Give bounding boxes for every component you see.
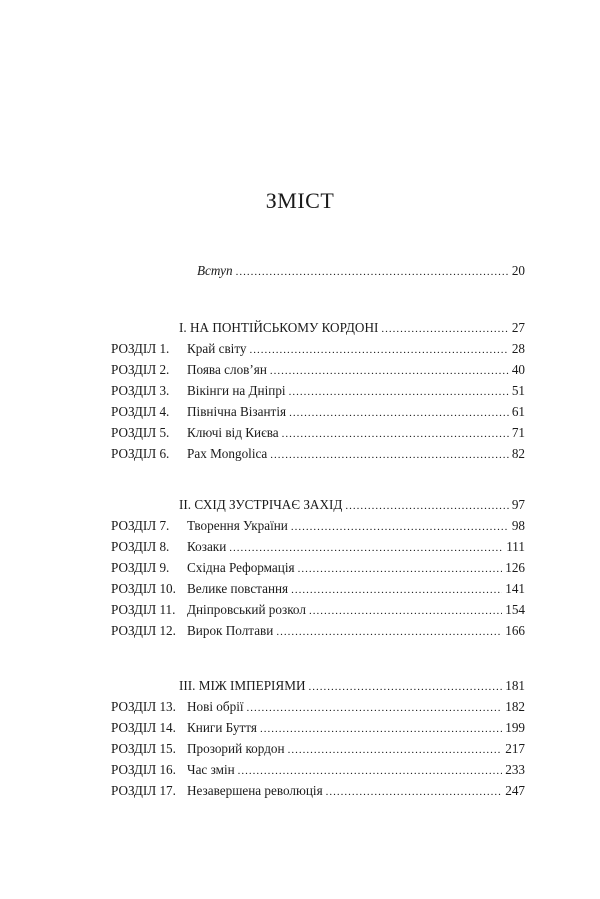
page-number: 247 (505, 783, 525, 798)
toc-chapter[interactable] (0, 579, 600, 599)
chapter-title: Вирок Полтави (187, 623, 274, 638)
chapter-label: РОЗДІЛ 9. (111, 560, 170, 575)
chapter-label: РОЗДІЛ 6. (111, 446, 170, 461)
chapter-title: Pax Mongolica (187, 446, 268, 461)
part-title: II. СХІД ЗУСТРІЧАЄ ЗАХІД (179, 497, 343, 512)
chapter-title: Прозорий кордон (187, 741, 285, 756)
dot-leader (345, 496, 508, 516)
chapter-title: Козаки (187, 539, 227, 554)
dot-leader (260, 719, 502, 739)
chapter-label: РОЗДІЛ 5. (111, 425, 170, 440)
page-number: 181 (505, 678, 525, 693)
page-number: 141 (505, 581, 525, 596)
dot-leader (236, 262, 509, 282)
chapter-label: РОЗДІЛ 11. (111, 602, 176, 617)
dot-leader (238, 761, 503, 781)
chapter-label: РОЗДІЛ 12. (111, 623, 176, 638)
chapter-label: РОЗДІЛ 17. (111, 783, 176, 798)
toc-chapter[interactable] (0, 339, 600, 359)
toc-chapter[interactable] (0, 381, 600, 401)
dot-leader (289, 382, 509, 402)
dot-leader (309, 601, 502, 621)
dot-leader (270, 361, 509, 381)
chapter-label: РОЗДІЛ 13. (111, 699, 176, 714)
page-number: 126 (505, 560, 525, 575)
toc-part[interactable] (0, 495, 600, 515)
chapter-label: РОЗДІЛ 3. (111, 383, 170, 398)
page-number: 217 (505, 741, 525, 756)
chapter-title: Край світу (187, 341, 247, 356)
chapter-title: Поява слов’ян (187, 362, 267, 377)
chapter-title: Незавершена революція (187, 783, 323, 798)
dot-leader (308, 677, 502, 697)
chapter-title: Північна Візантія (187, 404, 287, 419)
entry-title: Вступ (197, 263, 233, 278)
page-number: 182 (505, 699, 525, 714)
toc-part[interactable] (0, 676, 600, 696)
dot-leader (291, 517, 509, 537)
chapter-title: Творення України (187, 518, 288, 533)
toc-chapter[interactable] (0, 402, 600, 422)
page-title: ЗМІСТ (265, 188, 335, 213)
dot-leader (326, 782, 503, 802)
chapter-title: Ключі від Києва (187, 425, 279, 440)
page-number: 166 (505, 623, 525, 638)
toc-chapter[interactable] (0, 360, 600, 380)
page-number: 199 (505, 720, 525, 735)
page-number: 233 (505, 762, 525, 777)
dot-leader (250, 340, 509, 360)
part-title: III. МІЖ ІМПЕРІЯМИ (179, 678, 306, 693)
toc-chapter[interactable] (0, 697, 600, 717)
chapter-label: РОЗДІЛ 7. (111, 518, 170, 533)
chapter-label: РОЗДІЛ 15. (111, 741, 176, 756)
dot-leader (276, 622, 502, 642)
dot-leader (270, 445, 509, 465)
toc-chapter[interactable] (0, 537, 600, 557)
toc-chapter[interactable] (0, 718, 600, 738)
page-number: 28 (511, 341, 525, 356)
chapter-title: Час змін (187, 762, 235, 777)
toc-chapter[interactable] (0, 739, 600, 759)
dot-leader (298, 559, 503, 579)
chapter-title: Велике повстання (187, 581, 289, 596)
toc-chapter[interactable] (0, 423, 600, 443)
page-number: 27 (511, 320, 525, 335)
toc-intro[interactable] (0, 261, 600, 281)
chapter-title: Книги Буття (187, 720, 257, 735)
page-number: 154 (505, 602, 525, 617)
chapter-label: РОЗДІЛ 10. (111, 581, 176, 596)
page-number: 71 (511, 425, 525, 440)
toc-chapter[interactable] (0, 781, 600, 801)
page-number: 40 (511, 362, 525, 377)
page-number: 20 (511, 263, 525, 278)
toc-chapter[interactable] (0, 621, 600, 641)
dot-leader (282, 424, 509, 444)
chapter-label: РОЗДІЛ 14. (111, 720, 176, 735)
toc-chapter[interactable] (0, 600, 600, 620)
dot-leader (229, 538, 503, 558)
dot-leader (289, 403, 509, 423)
page-number: 61 (511, 404, 525, 419)
page-number: 97 (511, 497, 525, 512)
page-number: 98 (511, 518, 525, 533)
chapter-label: РОЗДІЛ 2. (111, 362, 170, 377)
dot-leader (247, 698, 503, 718)
chapter-title: Вікінги на Дніпрі (187, 383, 286, 398)
toc-chapter[interactable] (0, 558, 600, 578)
toc-part[interactable] (0, 318, 600, 338)
dot-leader (288, 740, 503, 760)
chapter-title: Дніпровський розкол (187, 602, 306, 617)
chapter-label: РОЗДІЛ 8. (111, 539, 170, 554)
page-number: 111 (506, 539, 525, 554)
part-title: I. НА ПОНТІЙСЬКОМУ КОРДОНІ (179, 320, 379, 335)
page-number: 51 (511, 383, 525, 398)
toc-chapter[interactable] (0, 444, 600, 464)
chapter-label: РОЗДІЛ 16. (111, 762, 176, 777)
dot-leader (291, 580, 502, 600)
chapter-title: Східна Реформація (187, 560, 295, 575)
toc-chapter[interactable] (0, 516, 600, 536)
toc-chapter[interactable] (0, 760, 600, 780)
dot-leader (381, 319, 508, 339)
chapter-label: РОЗДІЛ 4. (111, 404, 170, 419)
page-number: 82 (511, 446, 525, 461)
chapter-title: Нові обрії (187, 699, 244, 714)
chapter-label: РОЗДІЛ 1. (111, 341, 170, 356)
